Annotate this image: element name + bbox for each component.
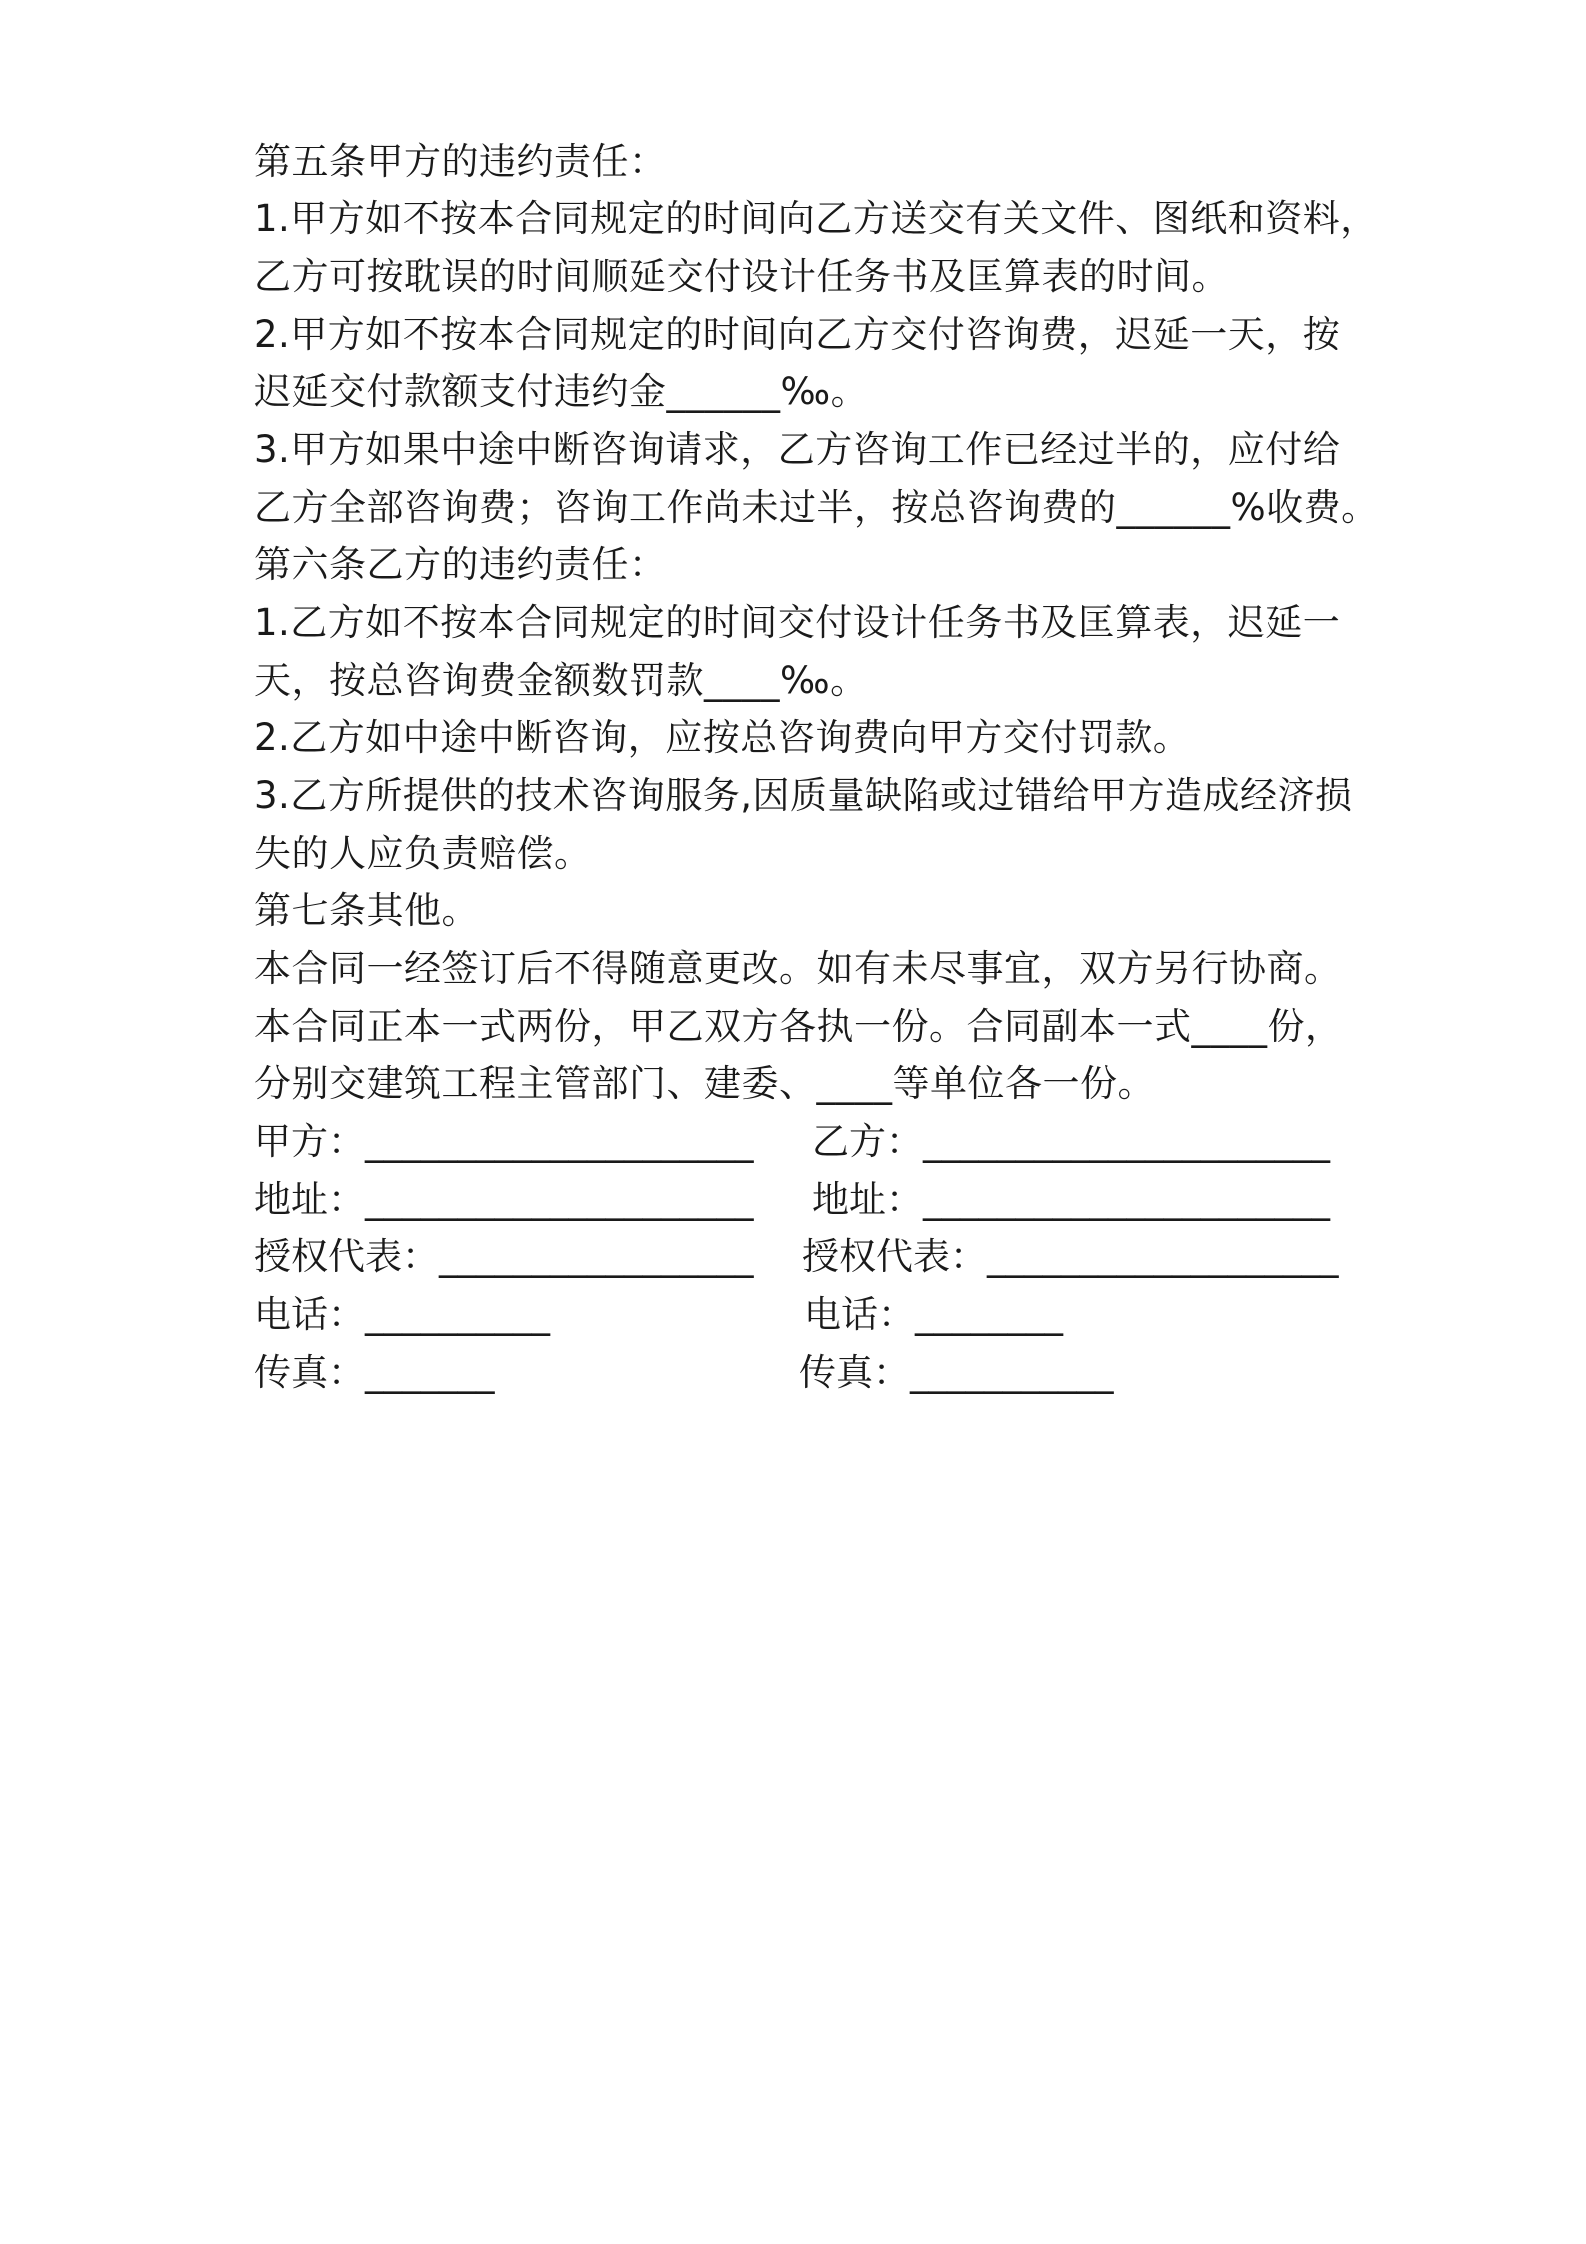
article-7-para-2-line-2: 分别交建筑工程主管部门、建委、____等单位各一份。	[254, 1062, 1155, 1105]
article-6-clause-3-line-2: 失的人应负责赔偿。	[254, 832, 592, 875]
article-5-heading: 第五条甲方的违约责任：	[254, 140, 667, 183]
article-5-clause-3-line-1: 3.甲方如果中途中断咨询请求，乙方咨询工作已经过半的，应付给	[254, 428, 1341, 471]
article-5-clause-1-line-2: 乙方可按耽误的时间顺延交付设计任务书及匡算表的时间。	[254, 255, 1229, 298]
party-b-fax-field: 传真：___________	[799, 1351, 1114, 1394]
article-7-para-1: 本合同一经签订后不得随意更改。如有未尽事宜，双方另行协商。	[254, 947, 1342, 990]
party-a-phone-field: 电话：__________	[254, 1293, 550, 1336]
article-5-clause-3-line-2: 乙方全部咨询费；咨询工作尚未过半，按总咨询费的______%收费。	[254, 486, 1379, 529]
article-5-clause-1-line-1: 1.甲方如不按本合同规定的时间向乙方送交有关文件、图纸和资料，	[254, 197, 1378, 240]
article-7-para-2-line-1: 本合同正本一式两份，甲乙双方各执一份。合同副本一式____份，	[254, 1005, 1343, 1048]
article-7-heading: 第七条其他。	[254, 889, 479, 932]
article-6-heading: 第六条乙方的违约责任：	[254, 543, 667, 586]
article-5-clause-2-line-1: 2.甲方如不按本合同规定的时间向乙方交付咨询费，迟延一天，按	[254, 313, 1341, 356]
party-a-representative-field: 授权代表：_________________	[254, 1235, 754, 1278]
article-6-clause-1-line-1: 1.乙方如不按本合同规定的时间交付设计任务书及匡算表，迟延一	[254, 601, 1341, 644]
party-b-field: 乙方：______________________	[812, 1120, 1330, 1163]
article-6-clause-3-line-1: 3.乙方所提供的技术咨询服务,因质量缺陷或过错给甲方造成经济损	[254, 774, 1353, 817]
party-a-fax-field: 传真：_______	[254, 1351, 495, 1394]
party-a-address-field: 地址：_____________________	[254, 1178, 754, 1221]
article-6-clause-2: 2.乙方如中途中断咨询，应按总咨询费向甲方交付罚款。	[254, 716, 1191, 759]
party-b-representative-field: 授权代表：___________________	[802, 1235, 1339, 1278]
article-5-clause-2-line-2: 迟延交付款额支付违约金______‰。	[254, 370, 869, 413]
article-6-clause-1-line-2: 天，按总咨询费金额数罚款____‰。	[254, 659, 868, 702]
party-a-field: 甲方：_____________________	[254, 1120, 754, 1163]
party-b-address-field: 地址：______________________	[812, 1178, 1330, 1221]
party-b-phone-field: 电话：________	[804, 1293, 1063, 1336]
